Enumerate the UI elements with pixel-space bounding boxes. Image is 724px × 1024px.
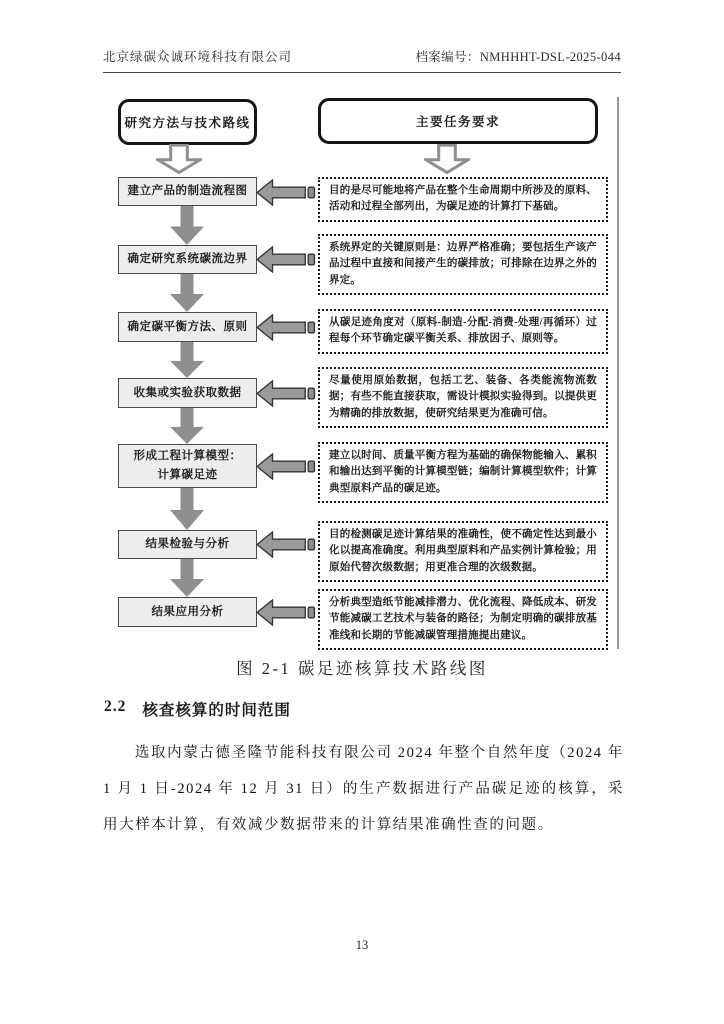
body-paragraph: 选取内蒙古德圣隆节能科技有限公司 2024 年整个自然年度（2024 年 1 月 1 日-2024 年 12 月 31 日）的生产数据进行产品碳足迹的核算，采用大样本计算，有效减少数据带来的计算结果准确性查的问题。 — [103, 745, 624, 833]
task-requirement-box: 尽量使用原始数据，包括工艺、装备、各类能流物流数据；有些不能直接获取，需设计模拟实验得到。以提供更为精确的排放数据，使研究结果更为准确可信。 — [318, 367, 608, 428]
left-block-arrow-icon — [255, 531, 317, 558]
down-block-arrow-icon — [169, 488, 205, 530]
flow-step-box: 结果检验与分析 — [118, 530, 257, 559]
down-block-arrow-icon — [169, 559, 205, 597]
figure-caption: 图 2-1 碳足迹核算技术路线图 — [236, 659, 488, 678]
left-block-arrow-icon — [255, 314, 317, 341]
company-name: 北京绿碳众诚环境科技有限公司 — [103, 50, 293, 64]
flow-step-box: 形成工程计算模型： 计算碳足迹 — [118, 444, 257, 488]
task-requirement-box: 从碳足迹角度对（原料-制造-分配-消费-处理/再循环）过程每个环节确定碳平衡关系、排放因子、原则等。 — [318, 309, 608, 354]
page-number: 13 — [355, 938, 369, 952]
left-block-arrow-icon — [255, 380, 317, 407]
archive-number-label: 档案编号： — [415, 50, 480, 64]
page-header — [103, 47, 621, 73]
down-hollow-arrow-icon — [156, 144, 202, 174]
left-block-arrow-icon — [255, 453, 317, 480]
flow-step-box: 结果应用分析 — [118, 597, 257, 627]
left-block-arrow-icon — [255, 179, 317, 206]
task-requirement-box: 目的检测碳足迹计算结果的准确性，使不确定性达到最小化以提高准确度。利用典型原料和产品实例计算检验；用原始代替次级数据；用更准合理的次级数据。 — [318, 521, 608, 582]
down-hollow-arrow-icon — [424, 144, 470, 174]
down-block-arrow-icon — [169, 206, 205, 245]
figure-right-rule — [617, 97, 619, 649]
left-block-arrow-icon — [255, 599, 317, 626]
down-block-arrow-icon — [169, 342, 205, 378]
flow-header-right: 主要任务要求 — [318, 98, 598, 144]
archive-number-value: NMHHHT-DSL-2025-044 — [479, 50, 621, 64]
section-number: 2.2 — [104, 698, 127, 715]
down-block-arrow-icon — [169, 274, 205, 312]
task-requirement-box: 系统界定的关键原则是：边界严格准确；要包括生产该产品过程中直接和间接产生的碳排放；可排除在边界之外的界定。 — [318, 234, 608, 295]
left-block-arrow-icon — [255, 246, 317, 273]
flow-step-box: 确定研究系统碳流边界 — [118, 245, 257, 274]
task-requirement-box: 分析典型造纸节能减排潜力、优化流程、降低成本、研发节能减碳工艺技术与装备的路径；为制定明确的碳排放基准线和长期的节能减碳管理措施提出建议。 — [318, 589, 608, 650]
section-title: 核查核算的时间范围 — [142, 702, 291, 719]
flow-step-box: 建立产品的制造流程图 — [118, 177, 257, 206]
task-requirement-box: 目的是尽可能地将产品在整个生命周期中所涉及的原料、活动和过程全部列出，为碳足迹的计算打下基础。 — [318, 177, 608, 222]
archive-number — [415, 47, 621, 65]
down-block-arrow-icon — [169, 408, 205, 444]
task-requirement-box: 建立以时间、质量平衡方程为基础的确保物能输入、累积和输出达到平衡的计算模型链；编制计算模型软件；计算典型原料产品的碳足迹。 — [318, 442, 608, 503]
flow-header-left: 研究方法与技术路线 — [118, 99, 257, 145]
flow-step-box: 确定碳平衡方法、原则 — [118, 312, 257, 342]
section-heading — [104, 698, 291, 720]
flow-step-box: 收集或实验获取数据 — [118, 378, 257, 408]
flowchart-figure — [105, 95, 620, 655]
